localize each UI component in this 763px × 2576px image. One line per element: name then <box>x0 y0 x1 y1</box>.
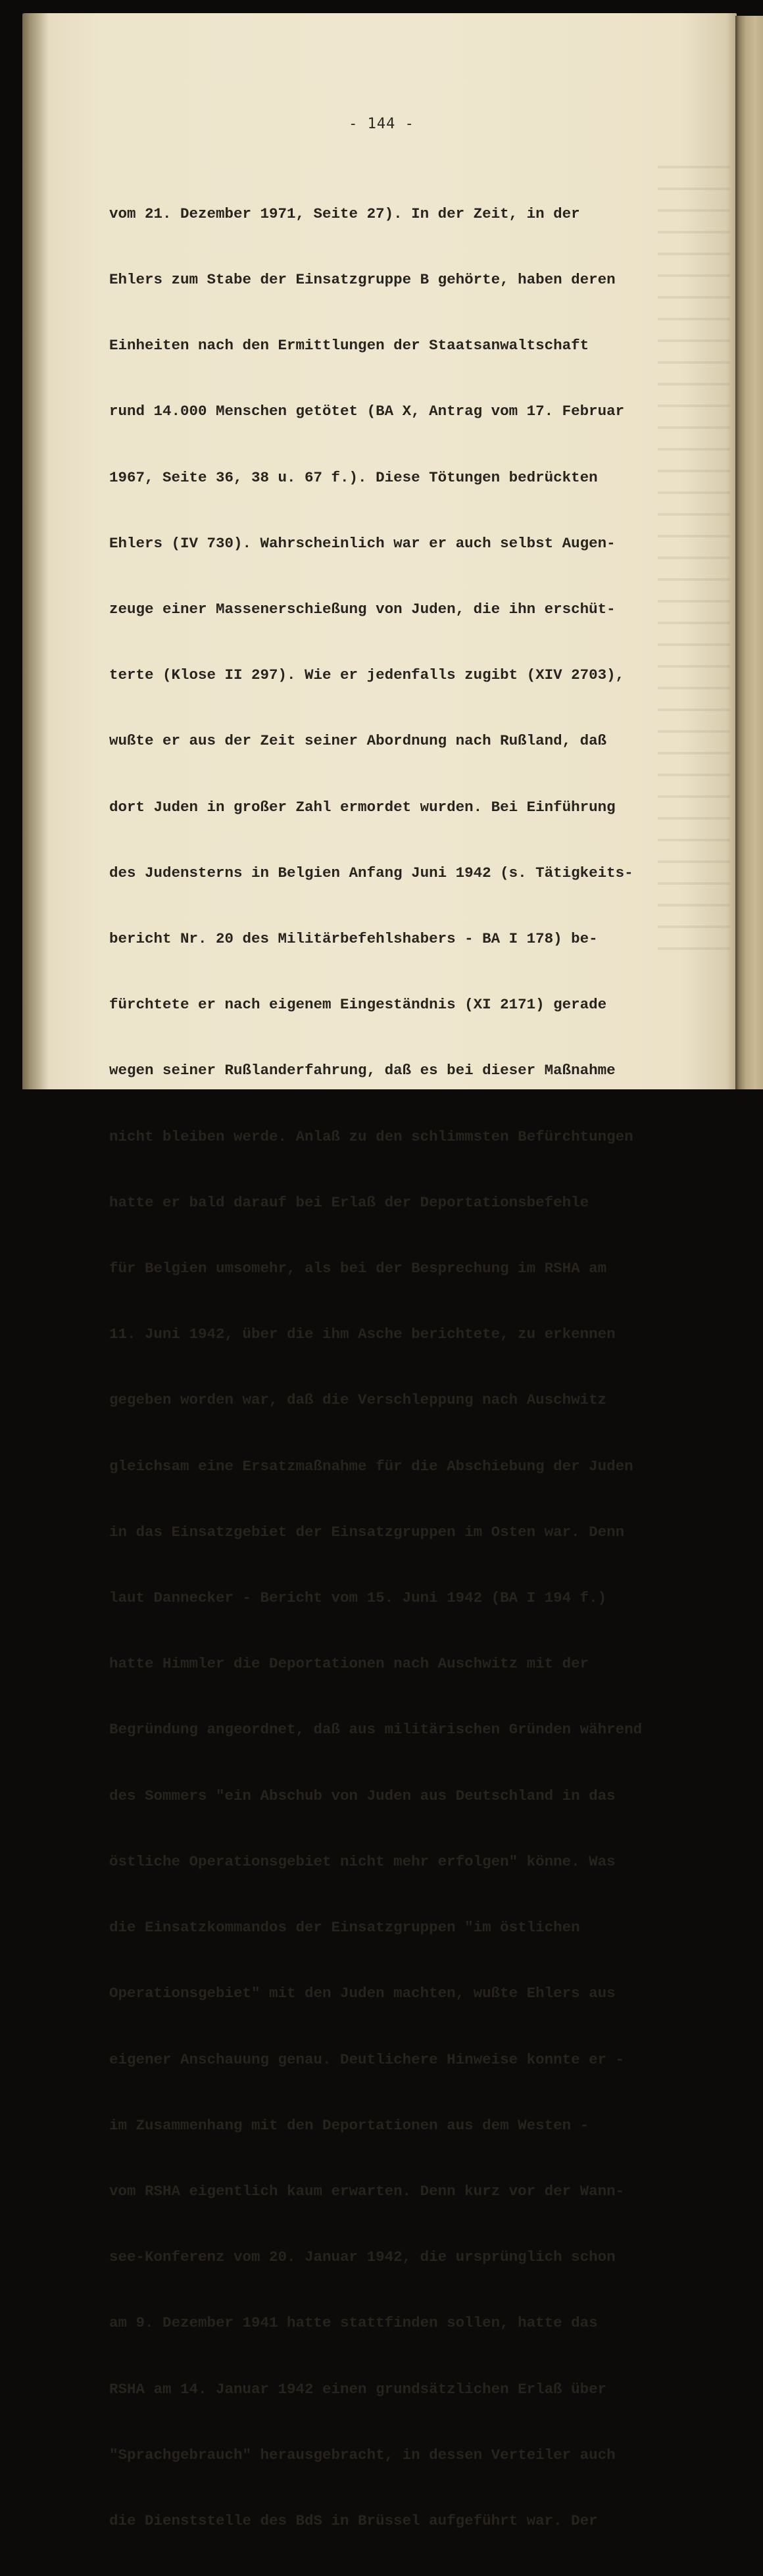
text-line: 1967, Seite 36, 38 u. 67 f.). Diese Tötungen bedrückten <box>109 468 598 486</box>
text-line: hatte Himmler die Deportationen nach Auschwitz mit der <box>109 1655 589 1673</box>
body-text <box>109 159 675 2576</box>
text-line: Begründung angeordnet, daß aus militärischen Gründen während <box>109 1721 643 1739</box>
text-line: laut Dannecker - Bericht vom 15. Juni 1942 (BA I 194 f.) <box>109 1589 607 1607</box>
text-line: Operationsgebiet" mit den Juden machten, wußte Ehlers aus <box>109 1985 616 2002</box>
text-line: fürchtete er nach eigenem Eingeständnis (XI 2171) gerade <box>109 996 607 1014</box>
text-line: vom 21. Dezember 1971, Seite 27). In der Zeit, in der <box>109 205 580 222</box>
text-line: die Dienststelle des BdS in Brüssel aufgeführt war. Der <box>109 2512 598 2529</box>
text-line: zeuge einer Massenerschießung von Juden, die ihn erschüt- <box>109 601 616 618</box>
text-line: eigener Anschauung genau. Deutlichere Hinweise konnte er - <box>109 2050 625 2068</box>
text-line: nicht bleiben werde. Anlaß zu den schlimmsten Befürchtungen <box>109 1127 633 1145</box>
text-line: am 9. Dezember 1941 hatte stattfinden sollen, hatte das <box>109 2314 598 2332</box>
text-line: RSHA am 14. Januar 1942 einen grundsätzlichen Erlaß über <box>109 2380 607 2398</box>
text-line: terte (Klose II 297). Wie er jedenfalls zugibt (XIV 2703), <box>109 666 625 684</box>
text-line: vom RSHA eigentlich kaum erwarten. Denn kurz vor der Wann- <box>109 2182 625 2200</box>
text-line: im Zusammenhang mit den Deportationen aus dem Westen - <box>109 2116 589 2134</box>
text-line: Einheiten nach den Ermittlungen der Staatsanwaltschaft <box>109 337 589 355</box>
text-line: see-Konferenz vom 20. Januar 1942, die ursprünglich schon <box>109 2248 616 2266</box>
text-line: bericht Nr. 20 des Militärbefehlshabers - BA I 178) be- <box>109 930 598 948</box>
text-line: des Sommers "ein Abschub von Juden aus Deutschland in das <box>109 1787 616 1804</box>
text-line: gleichsam eine Ersatzmaßnahme für die Abschiebung der Juden <box>109 1457 633 1475</box>
page-number: - 144 - <box>349 116 414 132</box>
text-line: des Judensterns in Belgien Anfang Juni 1942 (s. Tätigkeits- <box>109 864 633 881</box>
facing-page-edge <box>735 16 763 1089</box>
text-line: für Belgien umsomehr, als bei der Besprechung im RSHA am <box>109 1260 607 1277</box>
text-line: dort Juden in großer Zahl ermordet wurden. Bei Einführung <box>109 798 616 816</box>
text-line: gegeben worden war, daß die Verschleppung nach Auschwitz <box>109 1391 607 1409</box>
text-line: wußte er aus der Zeit seiner Abordnung nach Rußland, daß <box>109 732 607 750</box>
text-line: Ehlers (IV 730). Wahrscheinlich war er auch selbst Augen- <box>109 534 616 552</box>
binding-shadow <box>22 13 49 1089</box>
text-line: hatte er bald darauf bei Erlaß der Deportationsbefehle <box>109 1193 589 1211</box>
text-line: Ehlers zum Stabe der Einsatzgruppe B gehörte, haben deren <box>109 271 616 289</box>
text-line: wegen seiner Rußlanderfahrung, daß es bei dieser Maßnahme <box>109 1062 616 1079</box>
text-line: "Sprachgebrauch" herausgebracht, in dessen Verteiler auch <box>109 2446 616 2464</box>
text-line: die Einsatzkommandos der Einsatzgruppen "im östlichen <box>109 1919 580 1937</box>
text-line: in das Einsatzgebiet der Einsatzgruppen im Osten war. Denn <box>109 1523 625 1541</box>
text-line: 11. Juni 1942, über die ihm Asche berichtete, zu erkennen <box>109 1325 616 1343</box>
text-line: östliche Operationsgebiet nicht mehr erfolgen" könne. Was <box>109 1852 616 1870</box>
text-line: rund 14.000 Menschen getötet (BA X, Antrag vom 17. Februar <box>109 403 625 420</box>
